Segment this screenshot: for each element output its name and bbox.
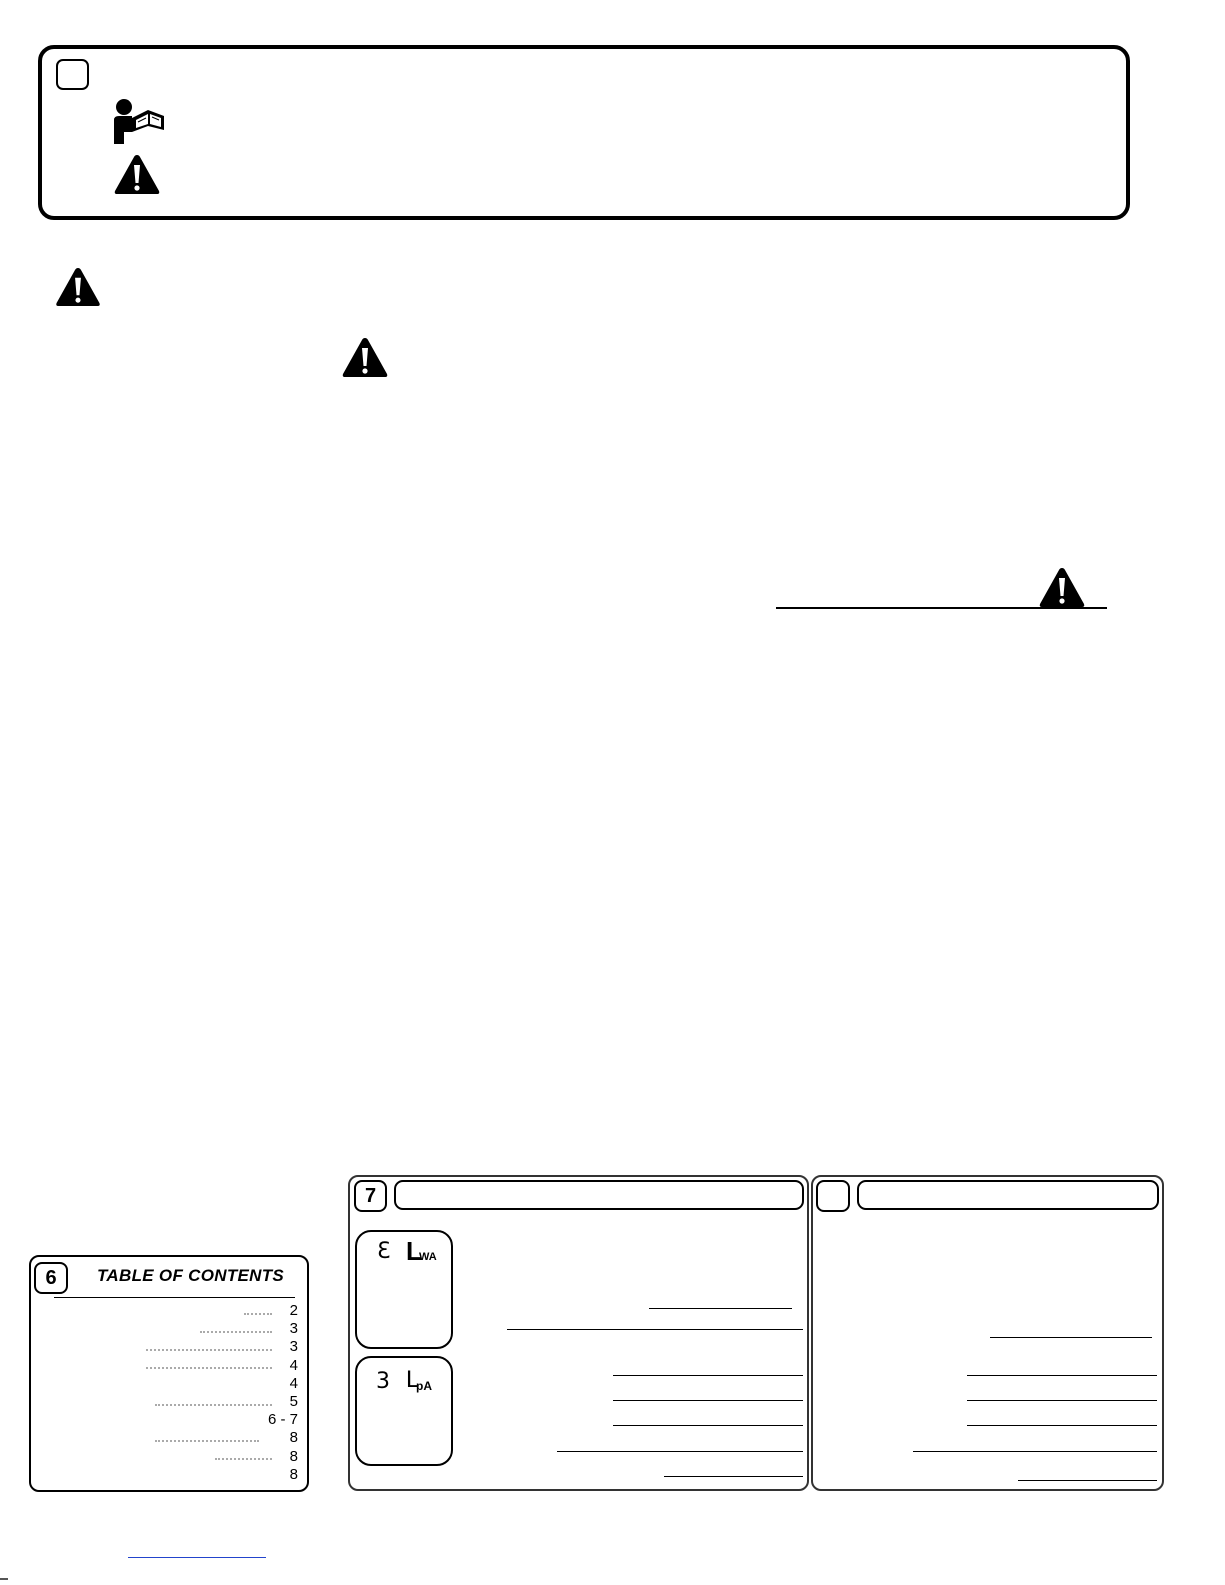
sound-power-digit: Ɛ (377, 1239, 391, 1264)
toc-page: 8 (289, 1447, 298, 1465)
toc-page: 8 (289, 1465, 298, 1483)
page-edge-mark (0, 1578, 8, 1580)
toc-page: 2 (289, 1302, 298, 1319)
toc-page: 3 (289, 1338, 298, 1356)
panel-header-bar (857, 1180, 1159, 1210)
specifications-panel (811, 1175, 1164, 1491)
sound-pressure-symbol: L (406, 1366, 420, 1393)
fill-in-line (649, 1308, 792, 1309)
warning-triangle-icon (113, 153, 161, 196)
toc-page-numbers (250, 1302, 298, 1484)
toc-page: 6 - 7 (267, 1411, 298, 1429)
fill-in-line (557, 1451, 803, 1452)
fill-in-line (664, 1476, 803, 1477)
toc-title-rule (54, 1297, 295, 1298)
language-badge (56, 59, 89, 90)
section-heading-rule (776, 607, 1107, 609)
sound-pressure-box (355, 1356, 453, 1466)
footer-link-underline[interactable] (128, 1557, 266, 1558)
notice-box (38, 45, 1130, 220)
fill-in-line (613, 1425, 803, 1426)
fill-in-line (913, 1451, 1157, 1452)
toc-page: 8 (289, 1429, 298, 1447)
fill-in-line (967, 1400, 1157, 1401)
section-number-badge (816, 1180, 850, 1212)
toc-page: 3 (289, 1320, 298, 1338)
warning-triangle-icon (341, 336, 389, 379)
read-manual-icon (110, 98, 168, 144)
toc-leader (155, 1440, 259, 1442)
fill-in-line (967, 1375, 1157, 1376)
toc-title: TABLE OF CONTENTS (97, 1266, 285, 1285)
section-number-badge: 6 (34, 1262, 68, 1294)
sound-power-symbol: L (406, 1236, 422, 1266)
section-number-badge: 7 (354, 1180, 387, 1212)
fill-in-line (1018, 1480, 1157, 1481)
warning-triangle-icon (53, 266, 103, 308)
toc-page: 5 (289, 1392, 298, 1410)
warning-triangle-icon (1038, 566, 1086, 609)
panel-header-bar (394, 1180, 804, 1210)
fill-in-line (613, 1375, 803, 1376)
toc-page: 4 (289, 1374, 298, 1392)
fill-in-line (613, 1400, 803, 1401)
sound-pressure-subscript: pA (416, 1379, 432, 1393)
sound-power-box (355, 1230, 453, 1349)
sound-power-subscript: WA (419, 1251, 437, 1263)
sound-pressure-digit: 3 (376, 1369, 390, 1394)
fill-in-line (967, 1425, 1157, 1426)
fill-in-line (990, 1337, 1152, 1338)
fill-in-line (507, 1329, 803, 1330)
toc-page: 4 (289, 1356, 298, 1374)
